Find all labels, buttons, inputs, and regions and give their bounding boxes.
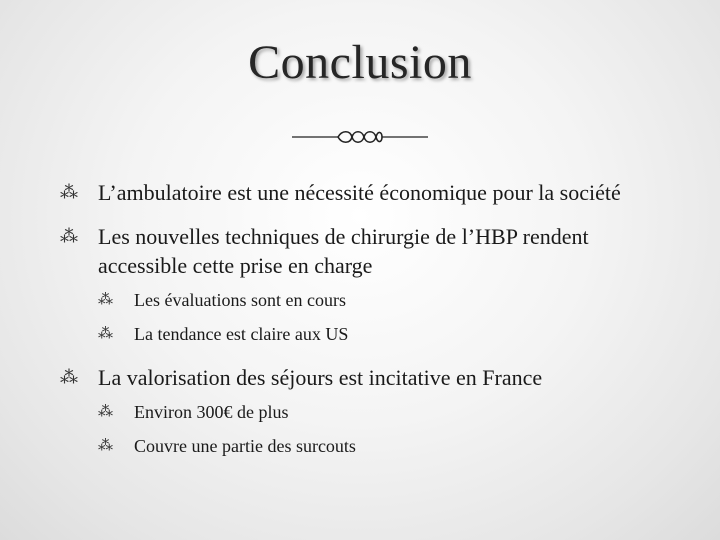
sub-bullet-item (60, 322, 680, 346)
scroll-bullet-icon: ⁂ (60, 226, 78, 246)
scroll-bullet-icon: ⁂ (98, 292, 113, 308)
scroll-bullet-icon: ⁂ (60, 367, 78, 387)
scroll-bullet-icon: ⁂ (60, 182, 78, 202)
bullet-item (60, 178, 680, 207)
bullet-list (60, 178, 680, 468)
slide-title: Conclusion (248, 36, 472, 89)
bullet-item (60, 222, 680, 280)
scroll-bullet-icon: ⁂ (98, 438, 113, 454)
sub-bullet-text: Environ 300€ de plus (134, 402, 289, 422)
sub-bullet-item (60, 400, 680, 424)
scroll-bullet-icon: ⁂ (98, 326, 113, 342)
sub-bullet-item (60, 434, 680, 458)
sub-bullet-text: La tendance est claire aux US (134, 324, 349, 344)
bullet-item (60, 363, 680, 392)
bullet-text: L’ambulatoire est une nécessité économique pour la société (98, 180, 621, 205)
sub-bullet-text: Les évaluations sont en cours (134, 290, 346, 310)
bullet-text: La valorisation des séjours est incitative en France (98, 365, 543, 390)
sub-bullet-text: Couvre une partie des surcouts (134, 436, 356, 456)
sub-bullet-item (60, 288, 680, 312)
bullet-text: Les nouvelles techniques de chirurgie de l’HBP rendent accessible cette prise en charge (98, 224, 589, 278)
scroll-bullet-icon: ⁂ (98, 404, 113, 420)
flourish-divider-icon (290, 124, 430, 150)
